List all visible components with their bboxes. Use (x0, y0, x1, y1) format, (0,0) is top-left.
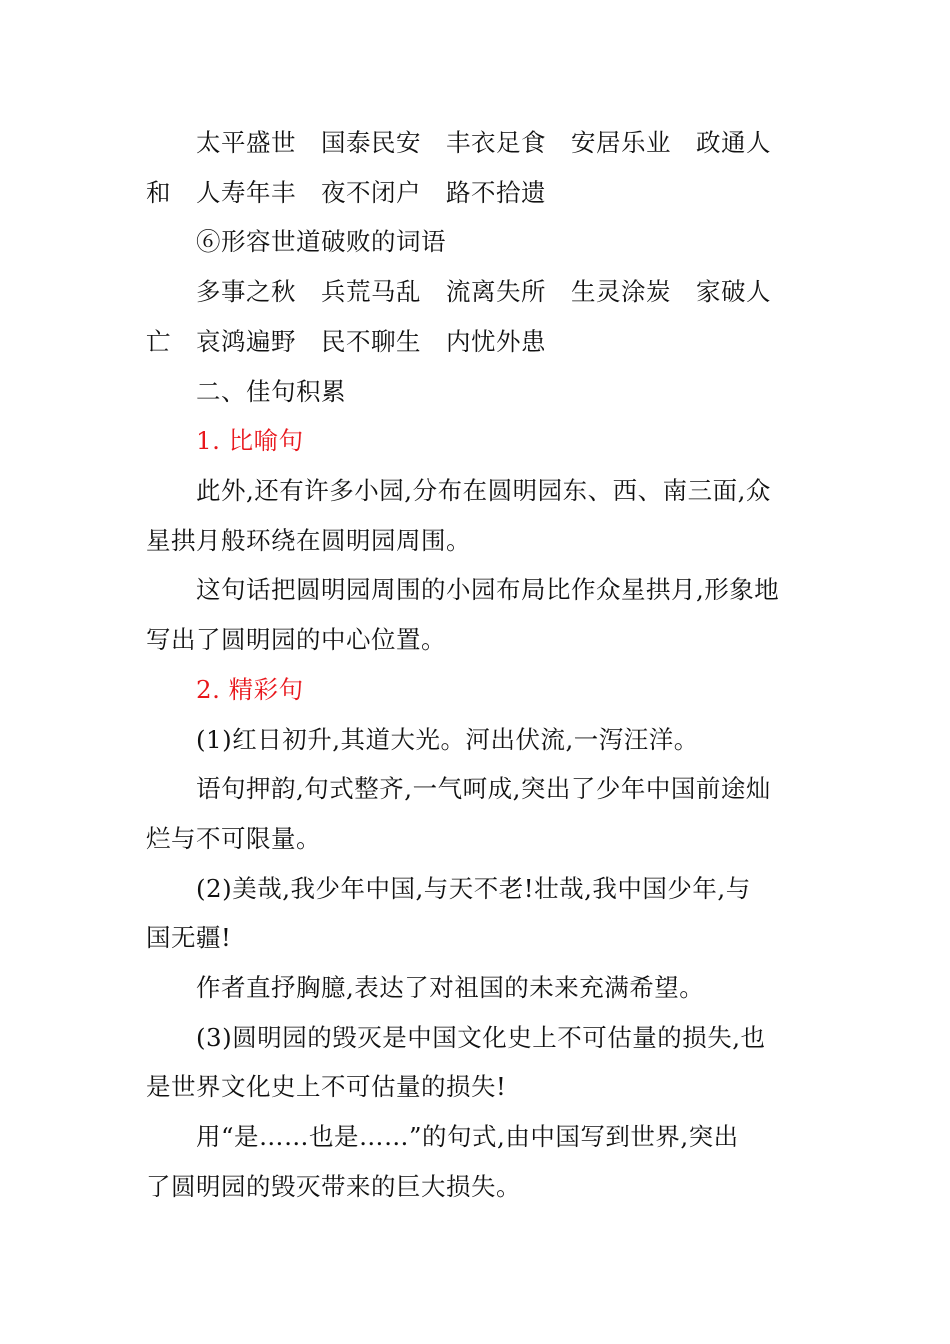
text-line-22: 了圆明园的毁灭带来的巨大损失。 (146, 1172, 521, 1201)
text-line-3: ⑥形容世道破败的词语 (196, 227, 446, 256)
text-line-15: 烂与不可限量。 (146, 824, 321, 853)
text-line-9: 星拱月般环绕在圆明园周围。 (146, 526, 471, 555)
text-line-4: 多事之秋 兵荒马乱 流离失所 生灵涂炭 家破人 (196, 277, 771, 306)
text-line-1: 太平盛世 国泰民安 丰衣足食 安居乐业 政通人 (196, 128, 771, 157)
text-line-18: 作者直抒胸臆,表达了对祖国的未来充满希望。 (196, 973, 705, 1002)
text-line-13: (1)红日初升,其道大光。河出伏流,一泻汪洋。 (196, 725, 699, 754)
text-line-14: 语句押韵,句式整齐,一气呵成,突出了少年中国前途灿 (196, 774, 771, 803)
subheading-excellent: 2. 精彩句 (196, 675, 304, 704)
text-line-20: 是世界文化史上不可估量的损失! (146, 1072, 507, 1101)
text-line-17: 国无疆! (146, 923, 232, 952)
text-line-16: (2)美哉,我少年中国,与天不老!壮哉,我中国少年,与 (196, 874, 751, 903)
text-line-10: 这句话把圆明园周围的小园布局比作众星拱月,形象地 (196, 575, 780, 604)
text-line-2: 和 人寿年丰 夜不闭户 路不拾遗 (146, 178, 546, 207)
text-line-5: 亡 哀鸿遍野 民不聊生 内忧外患 (146, 327, 546, 356)
text-line-8: 此外,还有许多小园,分布在圆明园东、西、南三面,众 (196, 476, 771, 505)
text-line-19: (3)圆明园的毁灭是中国文化史上不可估量的损失,也 (196, 1023, 766, 1052)
text-line-11: 写出了圆明园的中心位置。 (146, 625, 446, 654)
section-heading: 二、佳句积累 (196, 377, 346, 406)
subheading-metaphor: 1. 比喻句 (196, 426, 304, 455)
text-line-21: 用“是……也是……”的句式,由中国写到世界,突出 (196, 1122, 739, 1151)
